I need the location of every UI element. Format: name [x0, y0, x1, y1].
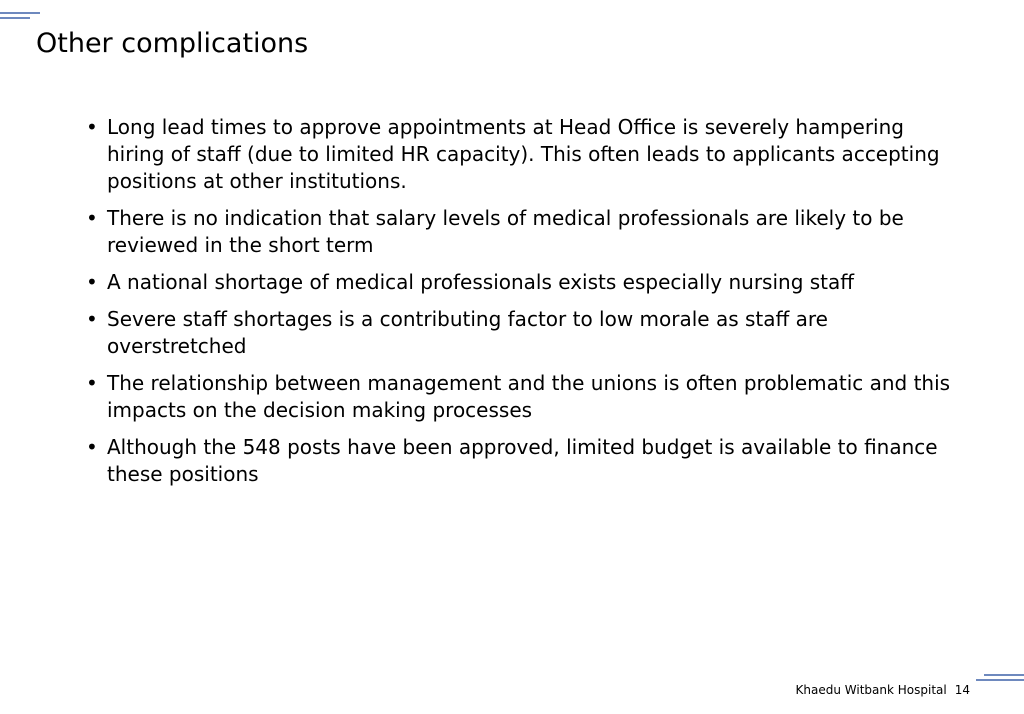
- slide-title: Other complications: [36, 28, 309, 59]
- bullet-icon: •: [86, 307, 98, 331]
- bullet-text-2: There is no indication that salary levels of medical professionals are likely to be reviewed in the short term: [107, 206, 904, 257]
- page-number: 14: [954, 683, 970, 697]
- decorative-corner-lines-bottom: [976, 672, 1024, 684]
- bullet-item-3: [86, 269, 976, 296]
- bullet-text-1: Long lead times to approve appointments at Head Office is severely hampering hiring of staff (due to limited HR capacity). This often leads to applicants accepting positions at other institutions.: [107, 115, 940, 193]
- slide-footer: [796, 682, 970, 698]
- bullet-item-4: [86, 306, 976, 360]
- bullet-item-2: [86, 205, 976, 259]
- bullet-text-6: Although the 548 posts have been approved, limited budget is available to finance these positions: [107, 435, 938, 486]
- bullet-text-4: Severe staff shortages is a contributing factor to low morale as staff are overstretched: [107, 307, 828, 358]
- bullet-icon: •: [86, 270, 98, 294]
- bullet-text-5: The relationship between management and the unions is often problematic and this impacts on the decision making processes: [107, 371, 951, 422]
- bullet-icon: •: [86, 115, 98, 139]
- bullet-icon: •: [86, 206, 98, 230]
- bullet-item-1: [86, 114, 976, 195]
- bullet-icon: •: [86, 371, 98, 395]
- bullet-icon: •: [86, 435, 98, 459]
- footer-organization: Khaedu Witbank Hospital: [795, 683, 947, 697]
- decorative-corner-lines-top: [0, 10, 40, 22]
- bullet-text-3: A national shortage of medical professionals exists especially nursing staff: [107, 270, 855, 294]
- bullet-item-5: [86, 370, 976, 424]
- bullet-item-6: [86, 434, 976, 488]
- bullet-list: [86, 114, 976, 498]
